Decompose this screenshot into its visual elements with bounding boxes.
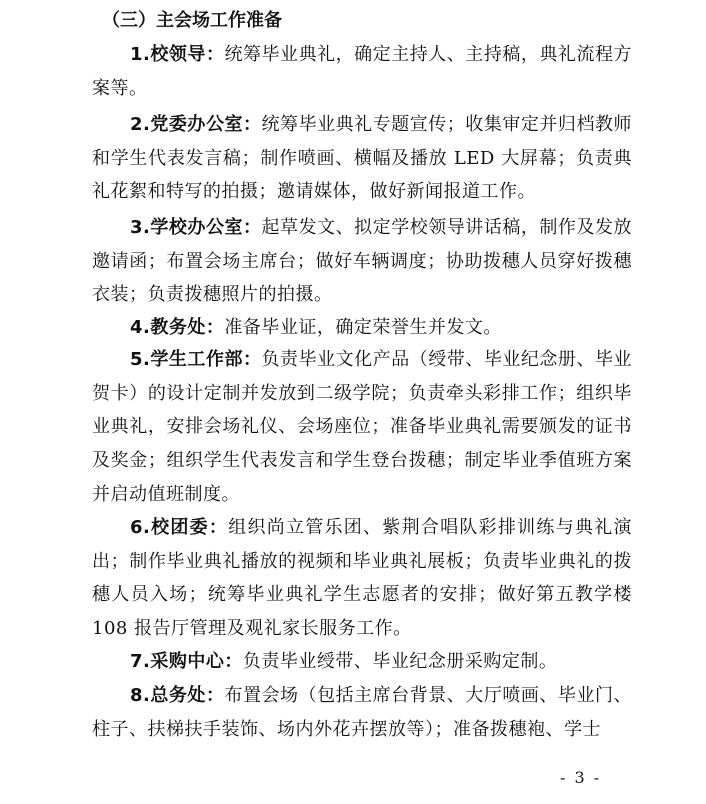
duty-text: 负责毕业文化产品（绶带、毕业纪念册、毕业贺卡）的设计定制并发放到二级学院；负责牵头彩排工作；组织毕业典礼，安排会场礼仪、会场座位；准备毕业典礼需要颁发的证书及奖金；组织学生代表发言和学生登台拨穗；制定毕业季值班方案并启动值班制度。: [92, 349, 632, 505]
duty-text: 负责毕业绶带、毕业纪念册采购定制。: [242, 651, 558, 672]
duty-paragraph-2: [92, 108, 632, 209]
duty-paragraph-5: [92, 343, 632, 512]
duty-label: 4.教务处：: [130, 317, 225, 338]
section-heading: （三）主会场工作准备: [102, 10, 282, 31]
duty-paragraph-3: [92, 211, 632, 312]
duty-text: 组织尚立管乐团、紫荆合唱队彩排训练与典礼演出；制作毕业典礼播放的视频和毕业典礼展板；负责毕业典礼的拨穗人员入场；统筹毕业典礼学生志愿者的安排；做好第五教学楼 108 报告厅管理及观礼家长服务工作。: [92, 517, 632, 640]
duty-label: 7.采购中心：: [130, 651, 243, 672]
duty-paragraph-8: [92, 679, 632, 746]
duty-text: 统筹毕业典礼专题宣传；收集审定并归档教师和学生代表发言稿；制作喷画、横幅及播放 LED 大屏幕；负责典礼花絮和特写的拍摄；邀请媒体，做好新闻报道工作。: [92, 114, 632, 203]
duty-label: 5.学生工作部：: [130, 349, 262, 370]
duty-paragraph-6: [92, 511, 632, 646]
page-number: - 3 -: [560, 768, 602, 787]
duty-label: 6.校团委：: [130, 517, 229, 538]
duty-label: 1.校领导：: [130, 44, 225, 65]
duty-text: 布置会场（包括主席台背景、大厅喷画、毕业门、柱子、扶梯扶手装饰、场内外花卉摆放等）；准备拨穗袍、学士: [92, 685, 632, 740]
duty-label: 2.党委办公室：: [130, 114, 262, 135]
duty-paragraph-1: [92, 38, 632, 105]
duty-text: 起草发文、拟定学校领导讲话稿，制作及发放邀请函；布置会场主席台；做好车辆调度；协助拨穗人员穿好拨穗衣装；负责拨穗照片的拍摄。: [92, 217, 632, 306]
duty-paragraph-4: [92, 311, 632, 345]
duty-label: 8.总务处：: [130, 685, 225, 706]
duty-text: 准备毕业证，确定荣誉生并发文。: [224, 317, 502, 338]
duty-paragraph-7: [92, 645, 632, 679]
duty-text: 统筹毕业典礼，确定主持人、主持稿，典礼流程方案等。: [92, 44, 632, 99]
duty-label: 3.学校办公室：: [130, 217, 262, 238]
